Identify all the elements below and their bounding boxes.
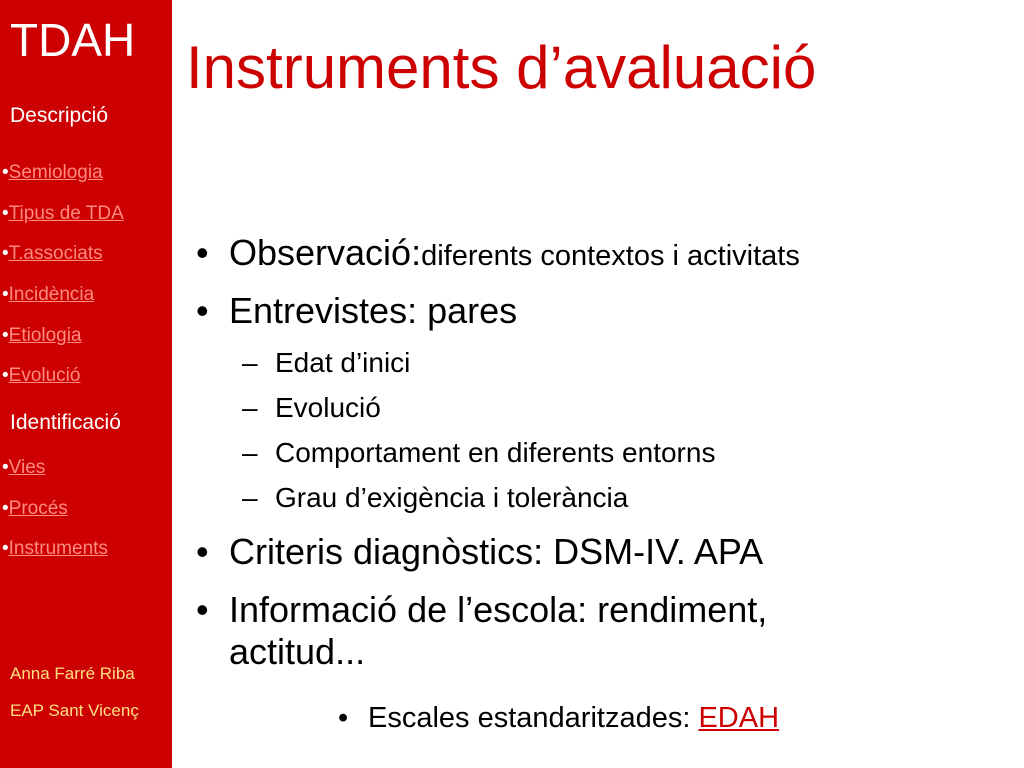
- bullet-text: [229, 232, 800, 277]
- bullet: •: [2, 497, 9, 519]
- escales-label: Escales estandaritzades:: [368, 702, 699, 734]
- brand-title: TDAH: [10, 14, 136, 66]
- sub-bullet-text: [368, 699, 779, 737]
- bullet-main-text: Observació:: [229, 232, 422, 273]
- bullet: •: [2, 243, 9, 265]
- nav-link-evolucio[interactable]: Evolució: [8, 365, 81, 387]
- bullet: •: [2, 324, 9, 346]
- bullet-detail-text: diferents contextos i activitats: [421, 240, 800, 272]
- nav-link-instruments[interactable]: Instruments: [8, 538, 108, 560]
- nav-link-incidencia[interactable]: Incidència: [8, 284, 95, 306]
- bullet-text: Criteris diagnòstics: DSM-IV. APA: [229, 531, 764, 572]
- bullet: •: [2, 457, 9, 478]
- sub-bullet-text: Comportament en diferents entorns: [275, 437, 716, 468]
- section-heading-identificacio: Identificació: [10, 411, 121, 434]
- author-name: Anna Farré Riba: [10, 664, 135, 683]
- sub-bullet-text: Grau d’exigència i tolerància: [275, 482, 629, 513]
- nav-link-tipus-de-tda[interactable]: Tipus de TDA: [8, 202, 124, 224]
- nav-link-proces[interactable]: Procés: [8, 497, 68, 519]
- bullet: •: [2, 538, 9, 560]
- bullet-text-line1: Informació de l’escola: rendiment,: [229, 589, 768, 630]
- dash-marker: –: [242, 437, 258, 468]
- bullet-text: Entrevistes: pares: [229, 290, 518, 331]
- sub-bullet-text: Edat d’inici: [275, 347, 411, 378]
- bullet: •: [2, 202, 9, 224]
- slide-title: Instruments d’avaluació: [186, 34, 817, 101]
- bullet-dot: •: [338, 702, 349, 734]
- bullet-text-line2: actitud...: [229, 631, 366, 672]
- bullet-text: [229, 589, 767, 673]
- bullet: •: [2, 162, 9, 183]
- bullet: •: [2, 365, 9, 387]
- bullet-dot: •: [196, 232, 209, 273]
- dash-marker: –: [242, 392, 258, 423]
- nav-link-t-associats[interactable]: T.associats: [8, 243, 103, 265]
- organization-name: EAP Sant Vicenç: [10, 701, 139, 720]
- dash-marker: –: [242, 347, 258, 378]
- nav-link-vies[interactable]: Vies: [8, 457, 46, 478]
- bullet-dot: •: [196, 290, 209, 331]
- bullet: •: [2, 284, 9, 306]
- edah-link[interactable]: EDAH: [698, 702, 780, 734]
- sub-bullet-text: Evolució: [275, 392, 381, 423]
- nav-link-semiologia[interactable]: Semiologia: [8, 162, 103, 183]
- dash-marker: –: [242, 482, 258, 513]
- bullet-dot: •: [196, 531, 209, 572]
- nav-link-etiologia[interactable]: Etiologia: [8, 324, 82, 346]
- section-heading-descripcio: Descripció: [10, 104, 109, 127]
- bullet-dot: •: [196, 589, 209, 630]
